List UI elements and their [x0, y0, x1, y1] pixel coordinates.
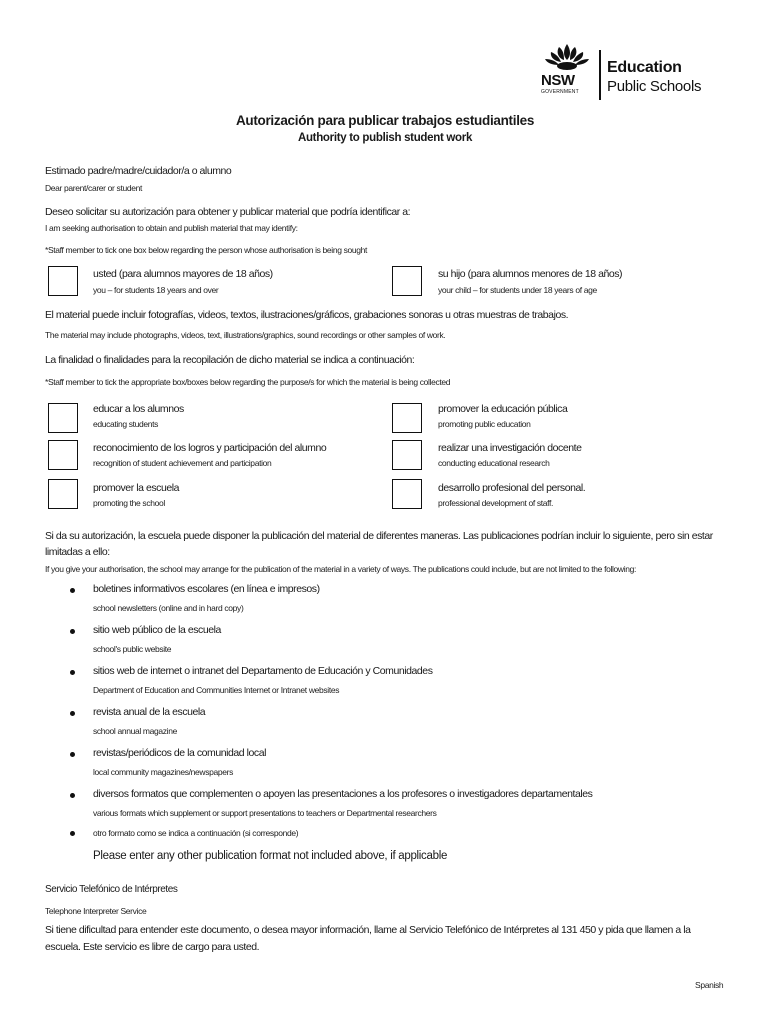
purpose-public-ed-en: promoting public education [438, 419, 531, 429]
pub-community-es: revistas/periódicos de la comunidad local [93, 747, 266, 759]
bullet-icon [70, 793, 75, 798]
waratah-flower-icon [537, 42, 597, 72]
purpose-research-es: realizar una investigación docente [438, 442, 582, 454]
page-title: Autorización para publicar trabajos estudiantiles [235, 113, 535, 128]
checkbox-educating-students[interactable] [48, 403, 78, 433]
purpose-public-ed-es: promover la educación pública [438, 403, 568, 415]
publication-en: If you give your authorisation, the school may arrange for the publication of the material in a variety of ways. The publications could include, but are not limited to the following: [45, 564, 637, 574]
bullet-icon [70, 588, 75, 593]
pub-website-en: school's public website [93, 644, 172, 654]
pub-magazine-es: revista anual de la escuela [93, 706, 206, 718]
bullet-icon [70, 752, 75, 757]
publication-es: Si da su autorización, la escuela puede disponer la publicación del material de diferentes maneras. Las publicaciones podrían incluir lo siguiente, pero sin estar limitadas a ello: [45, 530, 713, 558]
pub-newsletters-es: boletines informativos escolares (en línea e impresos) [93, 583, 320, 595]
material-es: El material puede incluir fotografías, videos, textos, ilustraciones/gráficos, grabaciones sonoras u otras muestras de trabajos. [45, 309, 569, 321]
pub-other-es: otro formato como se indica a continuación (si corresponde) [93, 828, 299, 838]
footer-language: Spanish [695, 980, 724, 990]
purpose-intro: La finalidad o finalidades para la recopilación de dicho material se indica a continuación: [45, 354, 415, 366]
request-es: Deseo solicitar su autorización para obtener y publicar material que podría identificar a: [45, 206, 411, 218]
purpose-prof-dev-en: professional development of staff. [438, 498, 554, 508]
interpreter-heading-en: Telephone Interpreter Service [45, 906, 147, 916]
logo-dept-line1: Education [607, 59, 682, 76]
checkbox-your-child[interactable] [392, 266, 422, 296]
pub-magazine-en: school annual magazine [93, 726, 177, 736]
purpose-prof-dev-es: desarrollo profesional del personal. [438, 482, 586, 494]
logo-dept-line2: Public Schools [607, 78, 702, 95]
bullet-icon [70, 629, 75, 634]
pub-dept-websites-es: sitios web de internet o intranet del Departamento de Educación y Comunidades [93, 665, 433, 677]
pub-website-es: sitio web público de la escuela [93, 624, 221, 636]
material-en: The material may include photographs, videos, text, illustrations/graphics, sound recordings or other samples of work. [45, 330, 446, 340]
purpose-educating-en: educating students [93, 419, 159, 429]
bullet-icon [70, 711, 75, 716]
checkbox-recognition[interactable] [48, 440, 78, 470]
staff-note-purpose: *Staff member to tick the appropriate box/boxes below regarding the purpose/s for which the material is being collected [45, 377, 451, 387]
other-format-prompt[interactable]: Please enter any other publication format not included above, if applicable [93, 850, 448, 862]
option-you-en: you – for students 18 years and over [93, 285, 219, 295]
option-child-en: your child – for students under 18 years of age [438, 285, 597, 295]
pub-formats-es: diversos formatos que complementen o apoyen las presentaciones a los profesores o investigadores departamentales [93, 788, 593, 800]
purpose-research-en: conducting educational research [438, 458, 550, 468]
purpose-promoting-es: promover la escuela [93, 482, 179, 494]
purpose-recognition-es: reconocimiento de los logros y participación del alumno [93, 442, 327, 454]
government-wordmark: GOVERNMENT [541, 89, 579, 95]
checkbox-promoting-school[interactable] [48, 479, 78, 509]
page-subtitle: Authority to publish student work [297, 132, 473, 144]
staff-note-person: *Staff member to tick one box below regarding the person whose authorisation is being sought [45, 245, 368, 255]
pub-newsletters-en: school newsletters (online and in hard copy) [93, 603, 244, 613]
checkbox-professional-development[interactable] [392, 479, 422, 509]
purpose-promoting-en: promoting the school [93, 498, 165, 508]
request-en: I am seeking authorisation to obtain and publish material that may identify: [45, 223, 298, 233]
checkbox-research[interactable] [392, 440, 422, 470]
checkbox-you[interactable] [48, 266, 78, 296]
option-you-es: usted (para alumnos mayores de 18 años) [93, 268, 273, 280]
logo-divider [599, 50, 601, 100]
interpreter-body: Si tiene dificultad para entender este documento, o desea mayor información, llame al Servicio Telefónico de Intérpretes al 131 450 y pida que llamen a la escuela. Este servicio es libre de cargo para usted. [45, 924, 691, 953]
pub-dept-websites-en: Department of Education and Communities Internet or Intranet websites [93, 685, 340, 695]
bullet-icon [70, 670, 75, 675]
interpreter-heading-es: Servicio Telefónico de Intérpretes [45, 884, 178, 895]
greeting-es: Estimado padre/madre/cuidador/a o alumno [45, 165, 232, 177]
greeting-en: Dear parent/carer or student [45, 183, 142, 193]
bullet-icon [70, 831, 75, 836]
nsw-wordmark: NSW [541, 72, 575, 89]
checkbox-promoting-public-education[interactable] [392, 403, 422, 433]
nsw-education-logo [537, 42, 723, 100]
pub-community-en: local community magazines/newspapers [93, 767, 233, 777]
purpose-recognition-en: recognition of student achievement and participation [93, 458, 272, 468]
purpose-educating-es: educar a los alumnos [93, 403, 184, 415]
pub-formats-en: various formats which supplement or support presentations to teachers or Departmental researchers [93, 808, 437, 818]
option-child-es: su hijo (para alumnos menores de 18 años) [438, 268, 623, 280]
